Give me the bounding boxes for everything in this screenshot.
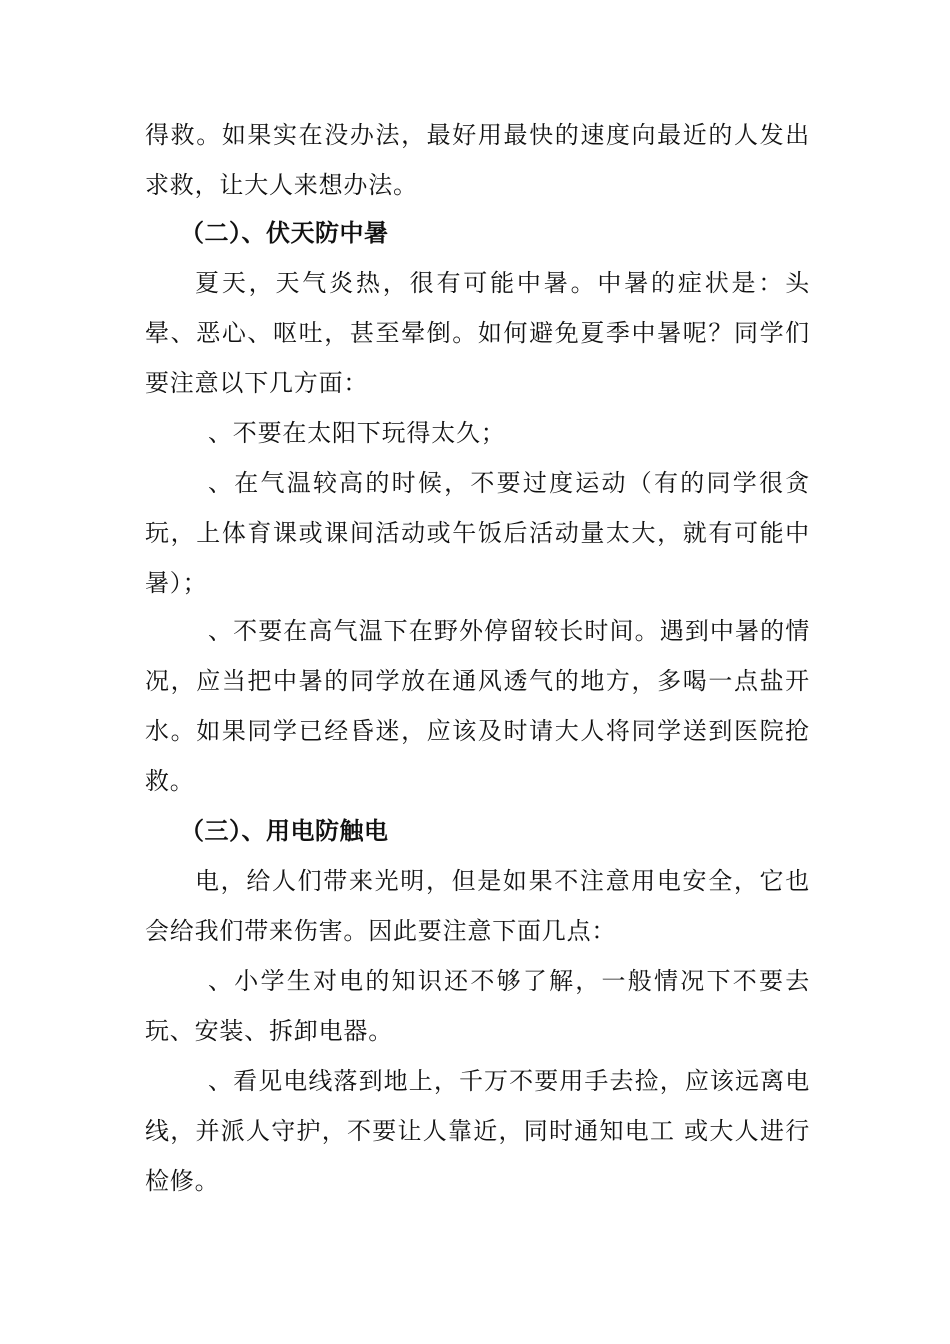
paragraph-rescue-continued: 得救。如果实在没办法，最好用最快的速度向最近的人发出求救，让大人来想办法。 [145,121,810,199]
section-heading-heatstroke: （二）、伏天防中暑 [180,219,389,247]
list-item-heatstroke-3: 、不要在高气温下在野外停留较长时间。遇到中暑的情况，应当把中暑的同学放在通风透气的地方，多喝一点盐开水。如果同学已经昏迷，应该及时请大人将同学送到医院抢救。 [145,617,810,795]
list-item-heatstroke-1: 、不要在太阳下玩得太久； [208,419,506,447]
paragraph-electric-intro: 电，给人们带来光明，但是如果不注意用电安全，它也会给我们带来伤害。因此要注意下面几点： [145,867,810,945]
list-item-electric-1: 、小学生对电的知识还不够了解，一般情况下不要去玩、安装、拆卸电器。 [145,967,810,1045]
paragraph-heatstroke-intro: 夏天，天气炎热，很有可能中暑。中暑的症状是：头晕、恶心、呕吐，甚至晕倒。如何避免夏季中暑呢？同学们要注意以下几方面： [145,269,810,397]
list-item-electric-2: 、看见电线落到地上，千万不要用手去捡，应该远离电线，并派人守护，不要让人靠近，同时通知电工 或大人进行检修。 [145,1067,810,1195]
list-item-heatstroke-2: 、在气温较高的时候，不要过度运动（有的同学很贪玩，上体育课或课间活动或午饭后活动量太大，就有可能中暑）； [145,469,810,597]
section-heading-electric-safety: （三）、用电防触电 [180,817,389,845]
